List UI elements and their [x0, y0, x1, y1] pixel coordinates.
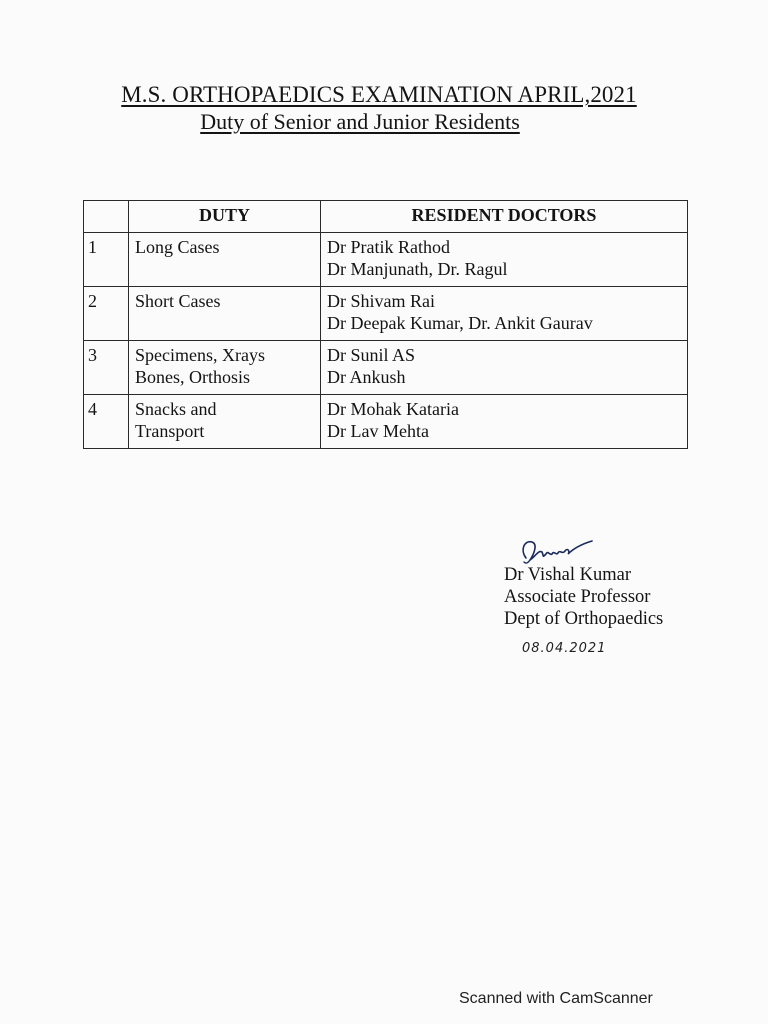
- signatory-department: Dept of Orthopaedics: [504, 609, 664, 629]
- signature-date: 08.04.2021: [522, 641, 607, 656]
- doctors-cell: [321, 287, 688, 341]
- signatory-designation: Associate Professor: [504, 587, 651, 607]
- doctor-line: Dr Ankush: [327, 367, 406, 387]
- document-title: M.S. ORTHOPAEDICS EXAMINATION APRIL,2021: [121, 82, 637, 107]
- duty-cell: [129, 341, 321, 395]
- doctor-line: Dr Lav Mehta: [327, 421, 429, 441]
- doctors-cell: [321, 395, 688, 449]
- table-row: [84, 341, 688, 395]
- duty-line: Bones, Orthosis: [135, 367, 251, 387]
- duty-line: Short Cases: [135, 291, 221, 311]
- row-number: 1: [84, 233, 129, 287]
- header-number: [84, 201, 129, 233]
- duty-line: Long Cases: [135, 237, 220, 257]
- doctor-line: Dr Deepak Kumar, Dr. Ankit Gaurav: [327, 313, 593, 333]
- row-number: 2: [84, 287, 129, 341]
- duty-cell: [129, 287, 321, 341]
- duty-line: Snacks and: [135, 399, 217, 419]
- header-duty: DUTY: [129, 201, 321, 233]
- document-header: [0, 82, 768, 135]
- duty-table: [83, 200, 688, 449]
- doctors-cell: [321, 233, 688, 287]
- signature-block: [504, 538, 664, 656]
- duty-line: Transport: [135, 421, 205, 441]
- doctor-line: Dr Pratik Rathod: [327, 237, 450, 257]
- duty-cell: [129, 233, 321, 287]
- duty-cell: [129, 395, 321, 449]
- document-subtitle: Duty of Senior and Junior Residents: [200, 109, 520, 134]
- header-resident-doctors: RESIDENT DOCTORS: [321, 201, 688, 233]
- doctor-line: Dr Manjunath, Dr. Ragul: [327, 259, 508, 279]
- doctors-cell: [321, 341, 688, 395]
- doctor-line: Dr Shivam Rai: [327, 291, 435, 311]
- duty-line: Specimens, Xrays: [135, 345, 265, 365]
- doctor-line: Dr Mohak Kataria: [327, 399, 459, 419]
- doctor-line: Dr Sunil AS: [327, 345, 416, 365]
- handwritten-signature: [516, 536, 596, 566]
- row-number: 4: [84, 395, 129, 449]
- table-row: [84, 233, 688, 287]
- table-header-row: [84, 201, 688, 233]
- row-number: 3: [84, 341, 129, 395]
- table-row: [84, 395, 688, 449]
- table-row: [84, 287, 688, 341]
- scanner-watermark: Scanned with CamScanner: [459, 990, 653, 1007]
- signatory-name: Dr Vishal Kumar: [504, 565, 631, 585]
